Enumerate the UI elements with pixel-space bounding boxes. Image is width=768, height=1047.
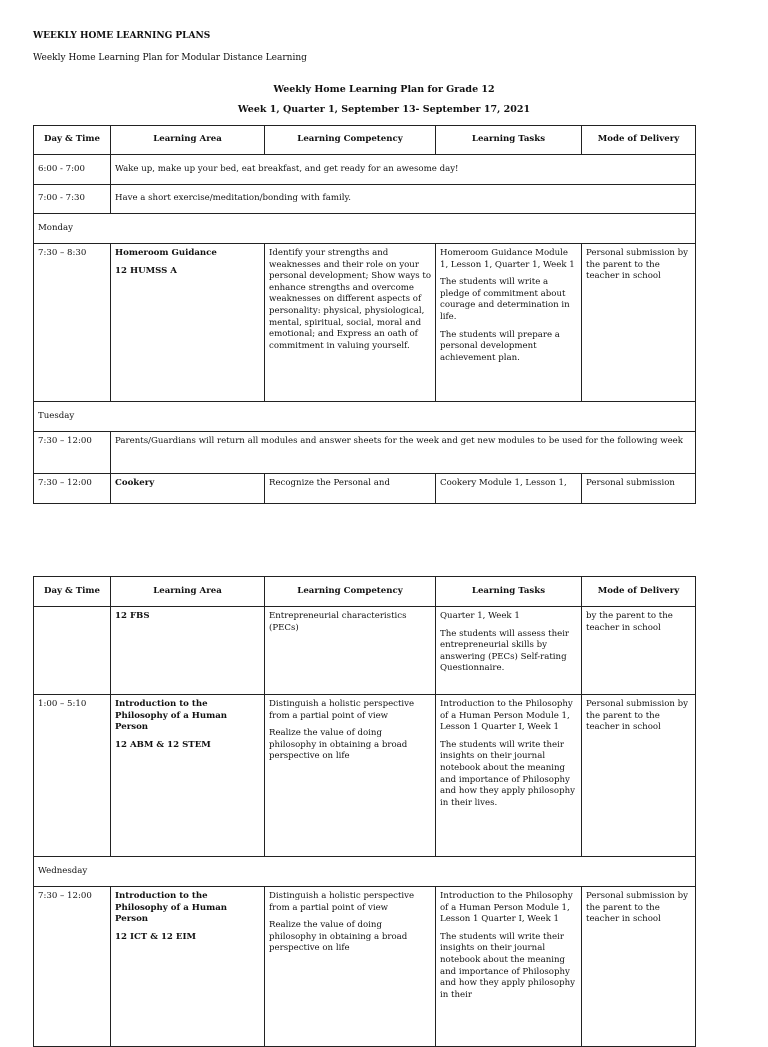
learning-area: Introduction to the Philosophy of a Human Person: [115, 891, 228, 925]
time-cell: 7:00 - 7:30: [34, 185, 111, 214]
learning-competency-cell: [265, 695, 436, 857]
learning-plan-table-1: [33, 125, 696, 504]
learning-tasks-cell: [436, 887, 582, 1047]
col-header-day-time: Day & Time: [34, 126, 111, 155]
task-text: Homeroom Guidance Module 1, Lesson 1, Quarter 1, Week 1: [440, 248, 575, 270]
competency-text: Realize the value of doing philosophy in obtaining a broad perspective on life: [269, 920, 408, 954]
task-text: Quarter 1, Week 1: [440, 611, 520, 621]
col-header-learning-competency: Learning Competency: [265, 577, 436, 607]
learning-competency: Identify your strengths and weaknesses and their role on your personal development; Show ways to enhance strengths and overcome weaknesses on different aspects of personality: physical, physiological, mental, spiritual, social, moral and emotional; and Express an oath of commitment in valuing yourself.: [265, 244, 436, 402]
header-row: [34, 126, 696, 155]
competency-text: Distinguish a holistic perspective from a partial point of view: [269, 891, 415, 913]
routine-row: [34, 155, 696, 185]
mode-of-delivery: Personal submission by the parent to the teacher in school: [582, 244, 696, 402]
competency-text: Distinguish a holistic perspective from a partial point of view: [269, 699, 415, 721]
learning-competency-cell: [265, 887, 436, 1047]
col-header-learning-tasks: Learning Tasks: [436, 126, 582, 155]
time-cell: 7:30 – 12:00: [34, 432, 111, 474]
day-row-wednesday: [34, 857, 696, 887]
routine-text: Wake up, make up your bed, eat breakfast, and get ready for an awesome day!: [111, 155, 696, 185]
learning-area: Homeroom Guidance: [115, 248, 217, 258]
col-header-day-time: Day & Time: [34, 577, 111, 607]
parents-note: Parents/Guardians will return all modules and answer sheets for the week and get new modules to be used for the following week: [111, 432, 696, 474]
learning-area-cell: [111, 695, 265, 857]
task-text: The students will write their insights on their journal notebook about the meaning and importance of Philosophy and how they apply philosophy in their: [440, 931, 575, 1000]
mode-of-delivery: Personal submission by the parent to the teacher in school: [582, 887, 696, 1047]
col-header-learning-tasks: Learning Tasks: [436, 577, 582, 607]
table-row: [34, 695, 696, 857]
col-header-learning-competency: Learning Competency: [265, 126, 436, 155]
day-label: Tuesday: [34, 402, 696, 432]
learning-area-cell: [111, 244, 265, 402]
col-header-mode-of-delivery: Mode of Delivery: [582, 577, 696, 607]
learning-tasks-cell: [436, 607, 582, 695]
learning-tasks-cell: [436, 244, 582, 402]
time-cell: 6:00 - 7:00: [34, 155, 111, 185]
learning-area-cell: [111, 887, 265, 1047]
document-title: WEEKLY HOME LEARNING PLANS: [33, 31, 211, 41]
learning-tasks-cell: [436, 695, 582, 857]
task-text: The students will prepare a personal development achievement plan.: [440, 329, 560, 363]
day-row-monday: [34, 214, 696, 244]
day-label: Wednesday: [34, 857, 696, 887]
task-text: The students will write a pledge of commitment about courage and determination in life.: [440, 277, 570, 322]
learning-competency: Entrepreneurial characteristics (PECs): [265, 607, 436, 695]
time-cell: 7:30 – 8:30: [34, 244, 111, 402]
week-line: Week 1, Quarter 1, September 13- September 17, 2021: [237, 104, 531, 115]
table-row: [34, 607, 696, 695]
plan-title: Weekly Home Learning Plan for Grade 12: [273, 84, 495, 95]
time-cell: [34, 607, 111, 695]
col-header-learning-area: Learning Area: [111, 126, 265, 155]
learning-area: Cookery: [111, 474, 265, 504]
learning-competency: Recognize the Personal and: [265, 474, 436, 504]
time-cell: 1:00 – 5:10: [34, 695, 111, 857]
mode-of-delivery: Personal submission: [582, 474, 696, 504]
table-row: [34, 474, 696, 504]
col-header-learning-area: Learning Area: [111, 577, 265, 607]
table-row: [34, 432, 696, 474]
day-label: Monday: [34, 214, 696, 244]
learning-plan-table-2: [33, 576, 696, 1047]
section: 12 ICT & 12 EIM: [115, 931, 196, 942]
task-text: Introduction to the Philosophy of a Human Person Module 1, Lesson 1 Quarter I, Week 1: [440, 891, 573, 925]
task-text: The students will write their insights on their journal notebook about the meaning and importance of Philosophy and how they apply philosophy in their lives.: [440, 739, 575, 808]
table-row: [34, 887, 696, 1047]
routine-text: Have a short exercise/meditation/bonding with family.: [111, 185, 696, 214]
routine-row: [34, 185, 696, 214]
learning-tasks: Cookery Module 1, Lesson 1,: [436, 474, 582, 504]
col-header-mode-of-delivery: Mode of Delivery: [582, 126, 696, 155]
document-subtitle: Weekly Home Learning Plan for Modular Distance Learning: [33, 53, 307, 63]
time-cell: 7:30 – 12:00: [34, 474, 111, 504]
mode-of-delivery: by the parent to the teacher in school: [582, 607, 696, 695]
task-text: Introduction to the Philosophy of a Human Person Module 1, Lesson 1 Quarter I, Week 1: [440, 699, 573, 733]
competency-text: Realize the value of doing philosophy in obtaining a broad perspective on life: [269, 728, 408, 762]
learning-area: Introduction to the Philosophy of a Human Person: [115, 699, 228, 733]
task-text: The students will assess their entrepreneurial skills by answering (PECs) Self-rating Questionnaire.: [440, 628, 570, 674]
header-row: [34, 577, 696, 607]
day-row-tuesday: [34, 402, 696, 432]
table-row: [34, 244, 696, 402]
section: 12 HUMSS A: [115, 265, 177, 276]
mode-of-delivery: Personal submission by the parent to the teacher in school: [582, 695, 696, 857]
section: 12 ABM & 12 STEM: [115, 739, 211, 750]
time-cell: 7:30 – 12:00: [34, 887, 111, 1047]
section: 12 FBS: [111, 607, 265, 695]
